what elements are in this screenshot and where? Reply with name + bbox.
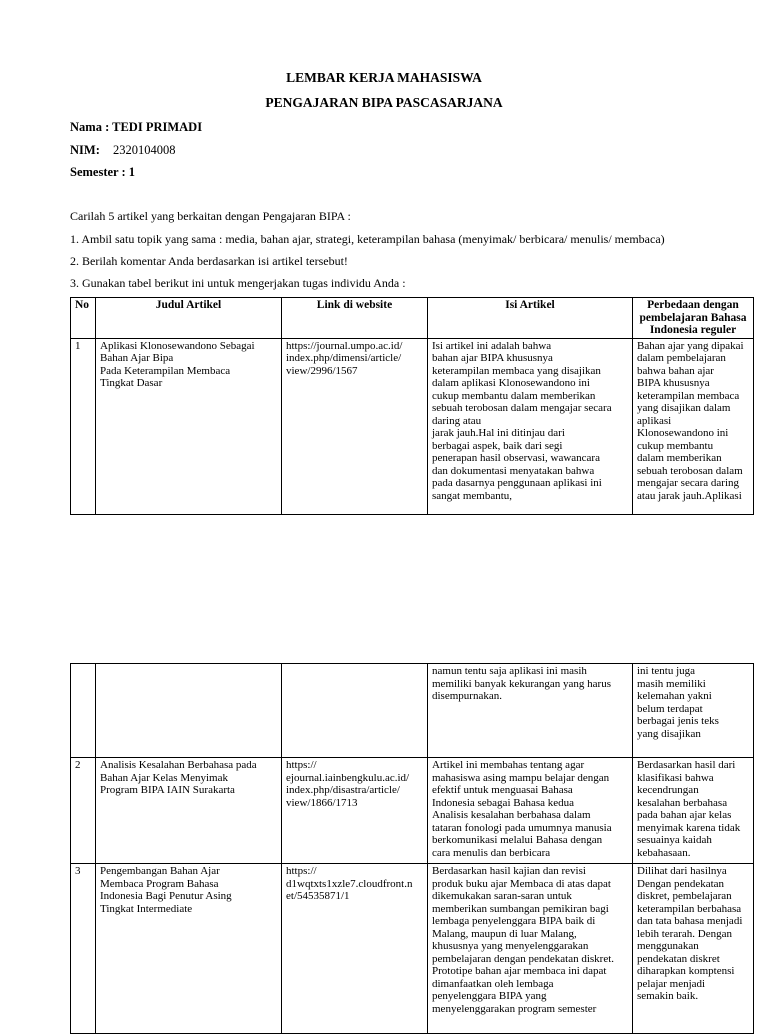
instruction-line-3: 3. Gunakan tabel berikut ini untuk mengerjakan tugas individu Anda : bbox=[70, 276, 406, 290]
cell-judul: Pengembangan Bahan Ajar Membaca Program Bahasa Indonesia Bagi Penutur Asing Tingkat Intermediate bbox=[96, 864, 282, 1034]
table-row bbox=[71, 338, 754, 514]
cell-link[interactable]: https:// ejournal.iainbengkulu.ac.id/ index.php/disastra/article/ view/1866/1713 bbox=[282, 758, 428, 864]
instruction-line-1: 1. Ambil satu topik yang sama : media, bahan ajar, strategi, keterampilan bahasa (menyimak/ berbicara/ menulis/ membaca) bbox=[70, 232, 665, 246]
cell-link bbox=[282, 664, 428, 758]
cell-no: 3 bbox=[71, 864, 96, 1034]
table-row bbox=[71, 864, 754, 1034]
table-row bbox=[71, 664, 754, 758]
cell-judul: Analisis Kesalahan Berbahasa pada Bahan Ajar Kelas Menyimak Program BIPA IAIN Surakarta bbox=[96, 758, 282, 864]
document-title: LEMBAR KERJA MAHASISWA bbox=[286, 70, 482, 85]
nim-label: NIM: bbox=[70, 143, 100, 157]
cell-perbedaan: Dilihat dari hasilnya Dengan pendekatan diskret, pembelajaran keterampilan berbahasa dan tata bahasa menjadi lebih terarah. Dengan menggunakan pendekatan diskret diharapkan komptensi pelajar menjadi semakin baik. bbox=[633, 864, 754, 1034]
cell-isi: Berdasarkan hasil kajian dan revisi produk buku ajar Membaca di atas dapat dikemukakan saran-saran untuk memberikan sumbangan pemikiran bagi lembaga penyelenggara BIPA baik di Malang, maupun di luar Malang, khususnya yang menyelenggarakan pembelajaran dengan pendekatan diskret. Prototipe bahan ajar membaca ini dapat dimanfaatkan oleh lembaga penyelenggara BIPA yang menyelenggarakan program semester bbox=[428, 864, 633, 1034]
cell-perbedaan: Bahan ajar yang dipakai dalam pembelajaran bahwa bahan ajar BIPA khususnya keterampilan membaca yang disajikan dalam aplikasi Klonosewandono ini cukup membantu dalam memberikan sebuah terobosan dalam mengajar secara daring atau jarak jauh.Aplikasi bbox=[633, 338, 754, 514]
cell-isi: namun tentu saja aplikasi ini masih memiliki banyak kekurangan yang harus disempurnakan. bbox=[428, 664, 633, 758]
cell-perbedaan: ini tentu juga masih memiliki kelemahan yakni belum terdapat berbagai jenis teks yang disajikan bbox=[633, 664, 754, 758]
cell-no: 2 bbox=[71, 758, 96, 864]
article-table-page1 bbox=[70, 297, 754, 515]
instruction-line-0: Carilah 5 artikel yang berkaitan dengan Pengajaran BIPA : bbox=[70, 209, 351, 223]
instruction-line-2: 2. Berilah komentar Anda berdasarkan isi artikel tersebut! bbox=[70, 254, 348, 268]
cell-perbedaan: Berdasarkan hasil dari klasifikasi bahwa kecendrungan kesalahan berbahasa pada bahan ajar kelas menyimak karena tidak sesuainya kaidah kebahasaan. bbox=[633, 758, 754, 864]
nim-value: 2320104008 bbox=[112, 143, 176, 157]
cell-judul: Aplikasi Klonosewandono Sebagai Bahan Ajar Bipa Pada Keterampilan Membaca Tingkat Dasar bbox=[96, 338, 282, 514]
cell-no: 1 bbox=[71, 338, 96, 514]
cell-isi: Artikel ini membahas tentang agar mahasiswa asing mampu belajar dengan efektif untuk menguasai Bahasa Indonesia sebagai Bahasa kedua Analisis kesalahan berbahasa dalam tataran fonologi pada umumnya manusia berkomunikasi melalui Bahasa dengan cara menulis dan berbicara bbox=[428, 758, 633, 864]
header-judul: Judul Artikel bbox=[96, 298, 282, 339]
cell-link[interactable]: https://journal.umpo.ac.id/ index.php/dimensi/article/ view/2996/1567 bbox=[282, 338, 428, 514]
student-name: Nama : TEDI PRIMADI bbox=[70, 120, 203, 134]
cell-isi: Isi artikel ini adalah bahwa bahan ajar BIPA khususnya keterampilan membaca yang disajikan dalam aplikasi Klonosewandono ini cukup membantu dalam memberikan sebuah terobosan dalam mengajar secara daring atau jarak jauh.Hal ini ditinjau dari berbagai aspek, baik dari segi penerapan hasil observasi, wawancara dan dokumentasi menyatakan bahwa pada dasarnya penggunaan aplikasi ini sangat membantu, bbox=[428, 338, 633, 514]
student-semester: Semester : 1 bbox=[70, 165, 136, 179]
table-header-row bbox=[71, 298, 754, 339]
header-perbedaan: Perbedaan dengan pembelajaran Bahasa Indonesia reguler bbox=[633, 298, 754, 339]
article-table-page2 bbox=[70, 663, 754, 1034]
table-row bbox=[71, 758, 754, 864]
document-subtitle: PENGAJARAN BIPA PASCASARJANA bbox=[265, 95, 503, 110]
cell-no bbox=[71, 664, 96, 758]
cell-link[interactable]: https:// d1wqtxts1xzle7.cloudfront.n et/54535871/1 bbox=[282, 864, 428, 1034]
student-nim bbox=[70, 143, 175, 158]
header-link: Link di website bbox=[282, 298, 428, 339]
header-no: No bbox=[71, 298, 96, 339]
header-isi: Isi Artikel bbox=[428, 298, 633, 339]
cell-judul bbox=[96, 664, 282, 758]
